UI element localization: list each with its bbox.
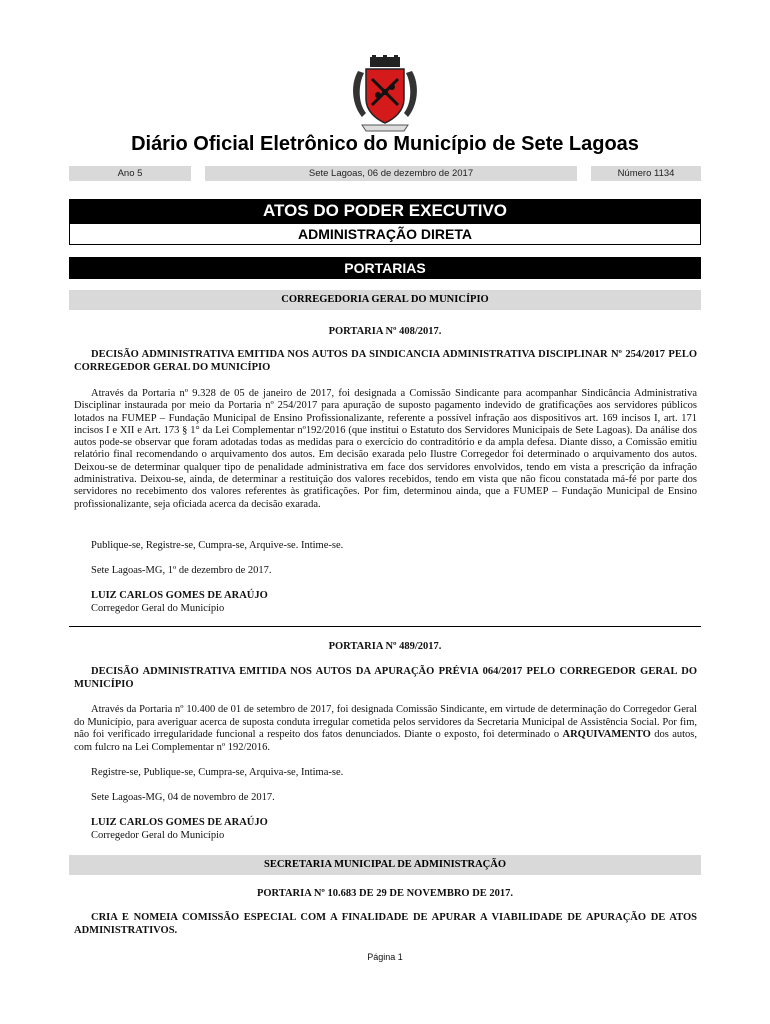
department-band: SECRETARIA MUNICIPAL DE ADMINISTRAÇÃO [69, 855, 701, 875]
portaria-heading: CRIA E NOMEIA COMISSÃO ESPECIAL COM A FINALIDADE DE APURAR A VIABILIDADE DE APURAÇÃO DE ATOS ADMINISTRATIVOS. [74, 912, 697, 936]
portaria-body: Através da Portaria nº 10.400 de 01 de setembro de 2017, foi designada Comissão Sindicante, em virtude de determinação do Corregedor Geral do Município, para averiguar acerca de suposta conduta irregular cometida pelos servidores da Secretaria Municipal de Assistência Social. Por fim, não foi verificado irregularidade funcional a respeito dos fatos denunciados. Diante o exposto, foi determinado o ARQUIVAMENTO dos autos, com fulcro na Lei Complementar nº 192/2016. [74, 704, 698, 753]
portaria-title: PORTARIA Nº 408/2017. [328, 326, 442, 337]
portaria-signer-role: Corregedor Geral do Município [91, 830, 225, 841]
portaria-signer: LUIZ CARLOS GOMES DE ARAÚJO [91, 590, 268, 601]
gazette-title: Diário Oficial Eletrônico do Município de Sete Lagoas [131, 133, 639, 155]
portaria-body: Através da Portaria nº 9.328 de 05 de janeiro de 2017, foi designada a Comissão Sindicante para acompanhar Sindicância Administrativa Disciplinar instaurada por meio da Portaria nº 254/2017 para apuração de suposto pagamento indevido de gratificações aos servidores públicos lotados na FUMEP – Fundação Municipal de Ensino Profissionalizante, referente a possível infração aos dispositivos art. 169 incisos I, art. 171 incisos I e XII e Art. 173 § 1° da Lei Complementar nº192/2016 (que institui o Estatuto dos Servidores Municipais de Sete Lagoas). Da análise dos autos pode-se observar que foram adotadas todas as medidas para o exercício do contraditório e da ampla defesa. Diante disso, a Comissão emitiu relatório final recomendando o arquivamento dos autos. Em decisão exarada pelo Ilustre Corregedor foi determinado o arquivamento dos autos. Deixou-se de determinar qualquer tipo de penalidade administrativa em face dos servidores envolvidos, tendo em vista a prescrição da infração administrativa. Deixou-se, ainda, de determinar a restituição dos valores recebidos, tendo em vista que não ficou constatada má-fé por parte dos servidores no recebimento dos valores referentes às gratificações. Por fim, determinou ainda, que a FUMEP – Fundação Municipal de Ensino profissionalizante, seja oficiada acerca da decisão exarada. [74, 388, 697, 510]
portaria-signer: LUIZ CARLOS GOMES DE ARAÚJO [91, 817, 268, 828]
edition-number: Número 1134 [591, 166, 701, 181]
department-band: CORREGEDORIA GERAL DO MUNICÍPIO [69, 290, 701, 310]
portaria-place-date: Sete Lagoas-MG, 04 de novembro de 2017. [91, 792, 275, 803]
portaria-title: PORTARIA Nº 489/2017. [328, 641, 442, 652]
portaria-publique: Publique-se, Registre-se, Cumpra-se, Arquive-se. Intime-se. [91, 540, 344, 551]
section-subtitle: ADMINISTRAÇÃO DIRETA [69, 223, 701, 245]
municipal-coat-of-arms-icon [348, 55, 422, 135]
divider [69, 626, 701, 627]
section-title: ATOS DO PODER EXECUTIVO [69, 199, 701, 223]
edition-year: Ano 5 [69, 166, 191, 181]
edition-date: Sete Lagoas, 06 de dezembro de 2017 [205, 166, 577, 181]
category-title: PORTARIAS [69, 257, 701, 279]
portaria-title: PORTARIA Nº 10.683 DE 29 DE NOVEMBRO DE 2017. [256, 888, 514, 899]
portaria-publique: Registre-se, Publique-se, Cumpra-se, Arquiva-se, Intima-se. [91, 767, 344, 778]
portaria-place-date: Sete Lagoas-MG, 1º de dezembro de 2017. [91, 565, 272, 576]
portaria-signer-role: Corregedor Geral do Município [91, 603, 225, 614]
page-number: Página 1 [367, 952, 403, 962]
portaria-heading: DECISÃO ADMINISTRATIVA EMITIDA NOS AUTOS DA APURAÇÃO PRÉVIA 064/2017 PELO CORREGEDOR GERAL DO MUNICÍPIO [74, 666, 697, 690]
gazette-info-bar [69, 166, 701, 181]
portaria-heading: DECISÃO ADMINISTRATIVA EMITIDA NOS AUTOS DA SINDICANCIA ADMINISTRATIVA DISCIPLINAR Nº 254/2017 PELO CORREGEDOR GERAL DO MUNICÍPIO [74, 349, 697, 373]
